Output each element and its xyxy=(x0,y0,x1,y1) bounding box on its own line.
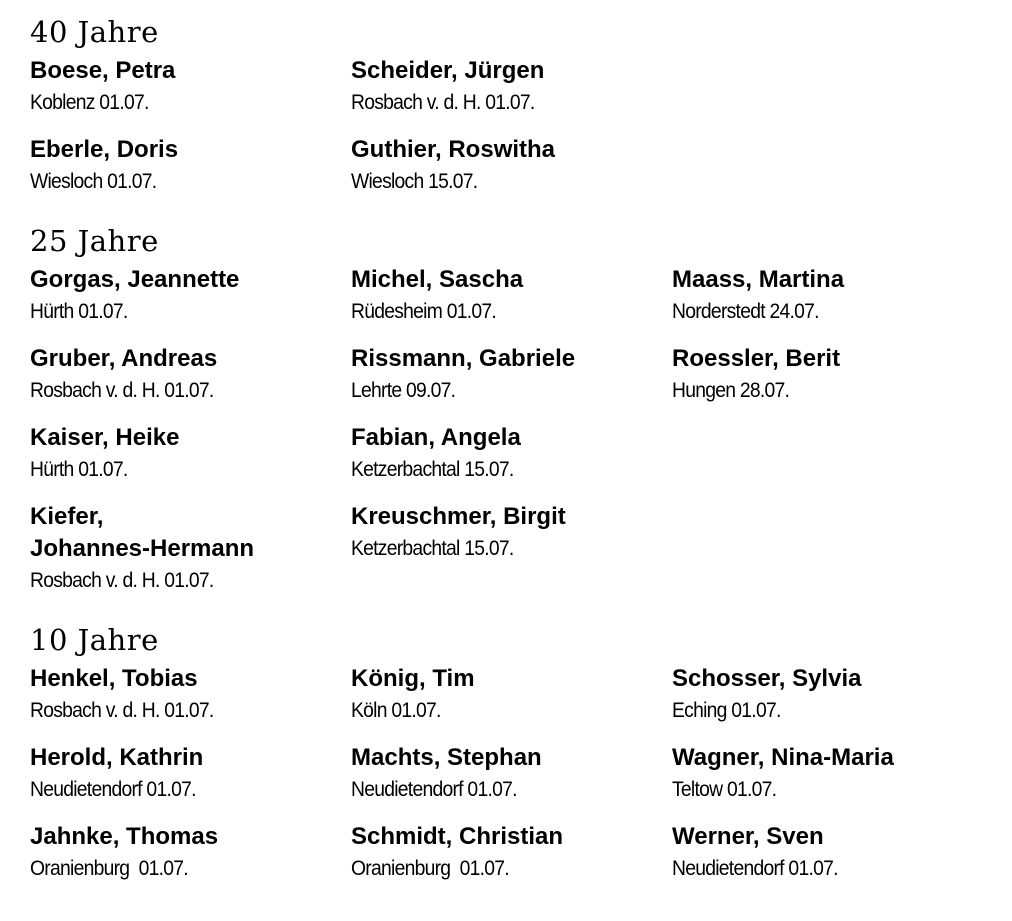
place-date: Teltow 01.07. xyxy=(672,778,777,801)
section-25-jahre xyxy=(30,223,990,612)
column-2 xyxy=(351,663,672,900)
entries-grid xyxy=(30,55,990,213)
column-1 xyxy=(30,264,351,612)
entry xyxy=(30,422,345,485)
entries-grid xyxy=(30,663,990,900)
section-heading: 10 Jahre xyxy=(30,623,159,657)
entry xyxy=(30,742,345,805)
place-date: Ketzerbachtal 15.07. xyxy=(351,458,514,481)
entry xyxy=(672,821,987,884)
person-name: Kaiser, Heike xyxy=(30,424,180,451)
person-name: Fabian, Angela xyxy=(351,424,521,451)
section-heading: 40 Jahre xyxy=(30,15,159,49)
person-name: Gruber, Andreas xyxy=(30,345,218,372)
person-name: Gorgas, Jeannette xyxy=(30,266,240,293)
entry xyxy=(351,134,666,197)
person-name: Kiefer, Johannes-Hermann xyxy=(30,503,255,562)
person-name: Guthier, Roswitha xyxy=(351,136,556,163)
place-date: Hürth 01.07. xyxy=(30,300,128,323)
place-date: Hürth 01.07. xyxy=(30,458,128,481)
entry xyxy=(351,501,666,564)
entry xyxy=(351,343,666,406)
entry xyxy=(351,55,666,118)
person-name: Boese, Petra xyxy=(30,57,176,84)
person-name: Kreuschmer, Birgit xyxy=(351,503,566,530)
place-date: Rosbach v. d. H. 01.07. xyxy=(30,379,214,402)
column-2 xyxy=(351,55,672,213)
entry xyxy=(30,55,345,118)
section-10-jahre xyxy=(30,622,990,900)
place-date: Oranienburg 01.07. xyxy=(30,857,188,880)
place-date: Lehrte 09.07. xyxy=(351,379,456,402)
place-date: Rosbach v. d. H. 01.07. xyxy=(351,91,535,114)
anniversary-list xyxy=(30,14,990,900)
entry xyxy=(30,501,345,596)
entry xyxy=(351,422,666,485)
entry xyxy=(672,264,987,327)
place-date: Neudietendorf 01.07. xyxy=(30,778,196,801)
entry xyxy=(30,343,345,406)
place-date: Rosbach v. d. H. 01.07. xyxy=(30,699,214,722)
entry xyxy=(351,821,666,884)
place-date: Rosbach v. d. H. 01.07. xyxy=(30,569,214,592)
person-name: Schosser, Sylvia xyxy=(672,665,862,692)
entry xyxy=(351,742,666,805)
column-3 xyxy=(672,663,993,900)
person-name: Schmidt, Christian xyxy=(351,823,564,850)
entry xyxy=(30,264,345,327)
person-name: Rissmann, Gabriele xyxy=(351,345,576,372)
column-1 xyxy=(30,55,351,213)
entry xyxy=(672,343,987,406)
person-name: Werner, Sven xyxy=(672,823,824,850)
person-name: Scheider, Jürgen xyxy=(351,57,545,84)
section-40-jahre xyxy=(30,14,990,213)
place-date: Ketzerbachtal 15.07. xyxy=(351,537,514,560)
entry xyxy=(351,663,666,726)
entry xyxy=(351,264,666,327)
place-date: Eching 01.07. xyxy=(672,699,781,722)
person-name: König, Tim xyxy=(351,665,475,692)
column-1 xyxy=(30,663,351,900)
entry xyxy=(672,663,987,726)
person-name: Roessler, Berit xyxy=(672,345,841,372)
place-date: Koblenz 01.07. xyxy=(30,91,149,114)
person-name: Eberle, Doris xyxy=(30,136,179,163)
column-2 xyxy=(351,264,672,612)
column-3 xyxy=(672,55,993,213)
place-date: Neudietendorf 01.07. xyxy=(672,857,838,880)
person-name: Maass, Martina xyxy=(672,266,845,293)
column-3 xyxy=(672,264,993,612)
entry xyxy=(30,821,345,884)
place-date: Wiesloch 01.07. xyxy=(30,170,157,193)
place-date: Köln 01.07. xyxy=(351,699,441,722)
place-date: Neudietendorf 01.07. xyxy=(351,778,517,801)
place-date: Hungen 28.07. xyxy=(672,379,790,402)
entry xyxy=(30,134,345,197)
entry xyxy=(30,663,345,726)
entry xyxy=(672,742,987,805)
person-name: Wagner, Nina-Maria xyxy=(672,744,894,771)
place-date: Oranienburg 01.07. xyxy=(351,857,509,880)
place-date: Wiesloch 15.07. xyxy=(351,170,478,193)
place-date: Rüdesheim 01.07. xyxy=(351,300,497,323)
section-heading: 25 Jahre xyxy=(30,224,159,258)
person-name: Machts, Stephan xyxy=(351,744,542,771)
entries-grid xyxy=(30,264,990,612)
place-date: Norderstedt 24.07. xyxy=(672,300,819,323)
person-name: Herold, Kathrin xyxy=(30,744,204,771)
person-name: Michel, Sascha xyxy=(351,266,524,293)
person-name: Jahnke, Thomas xyxy=(30,823,219,850)
person-name: Henkel, Tobias xyxy=(30,665,198,692)
